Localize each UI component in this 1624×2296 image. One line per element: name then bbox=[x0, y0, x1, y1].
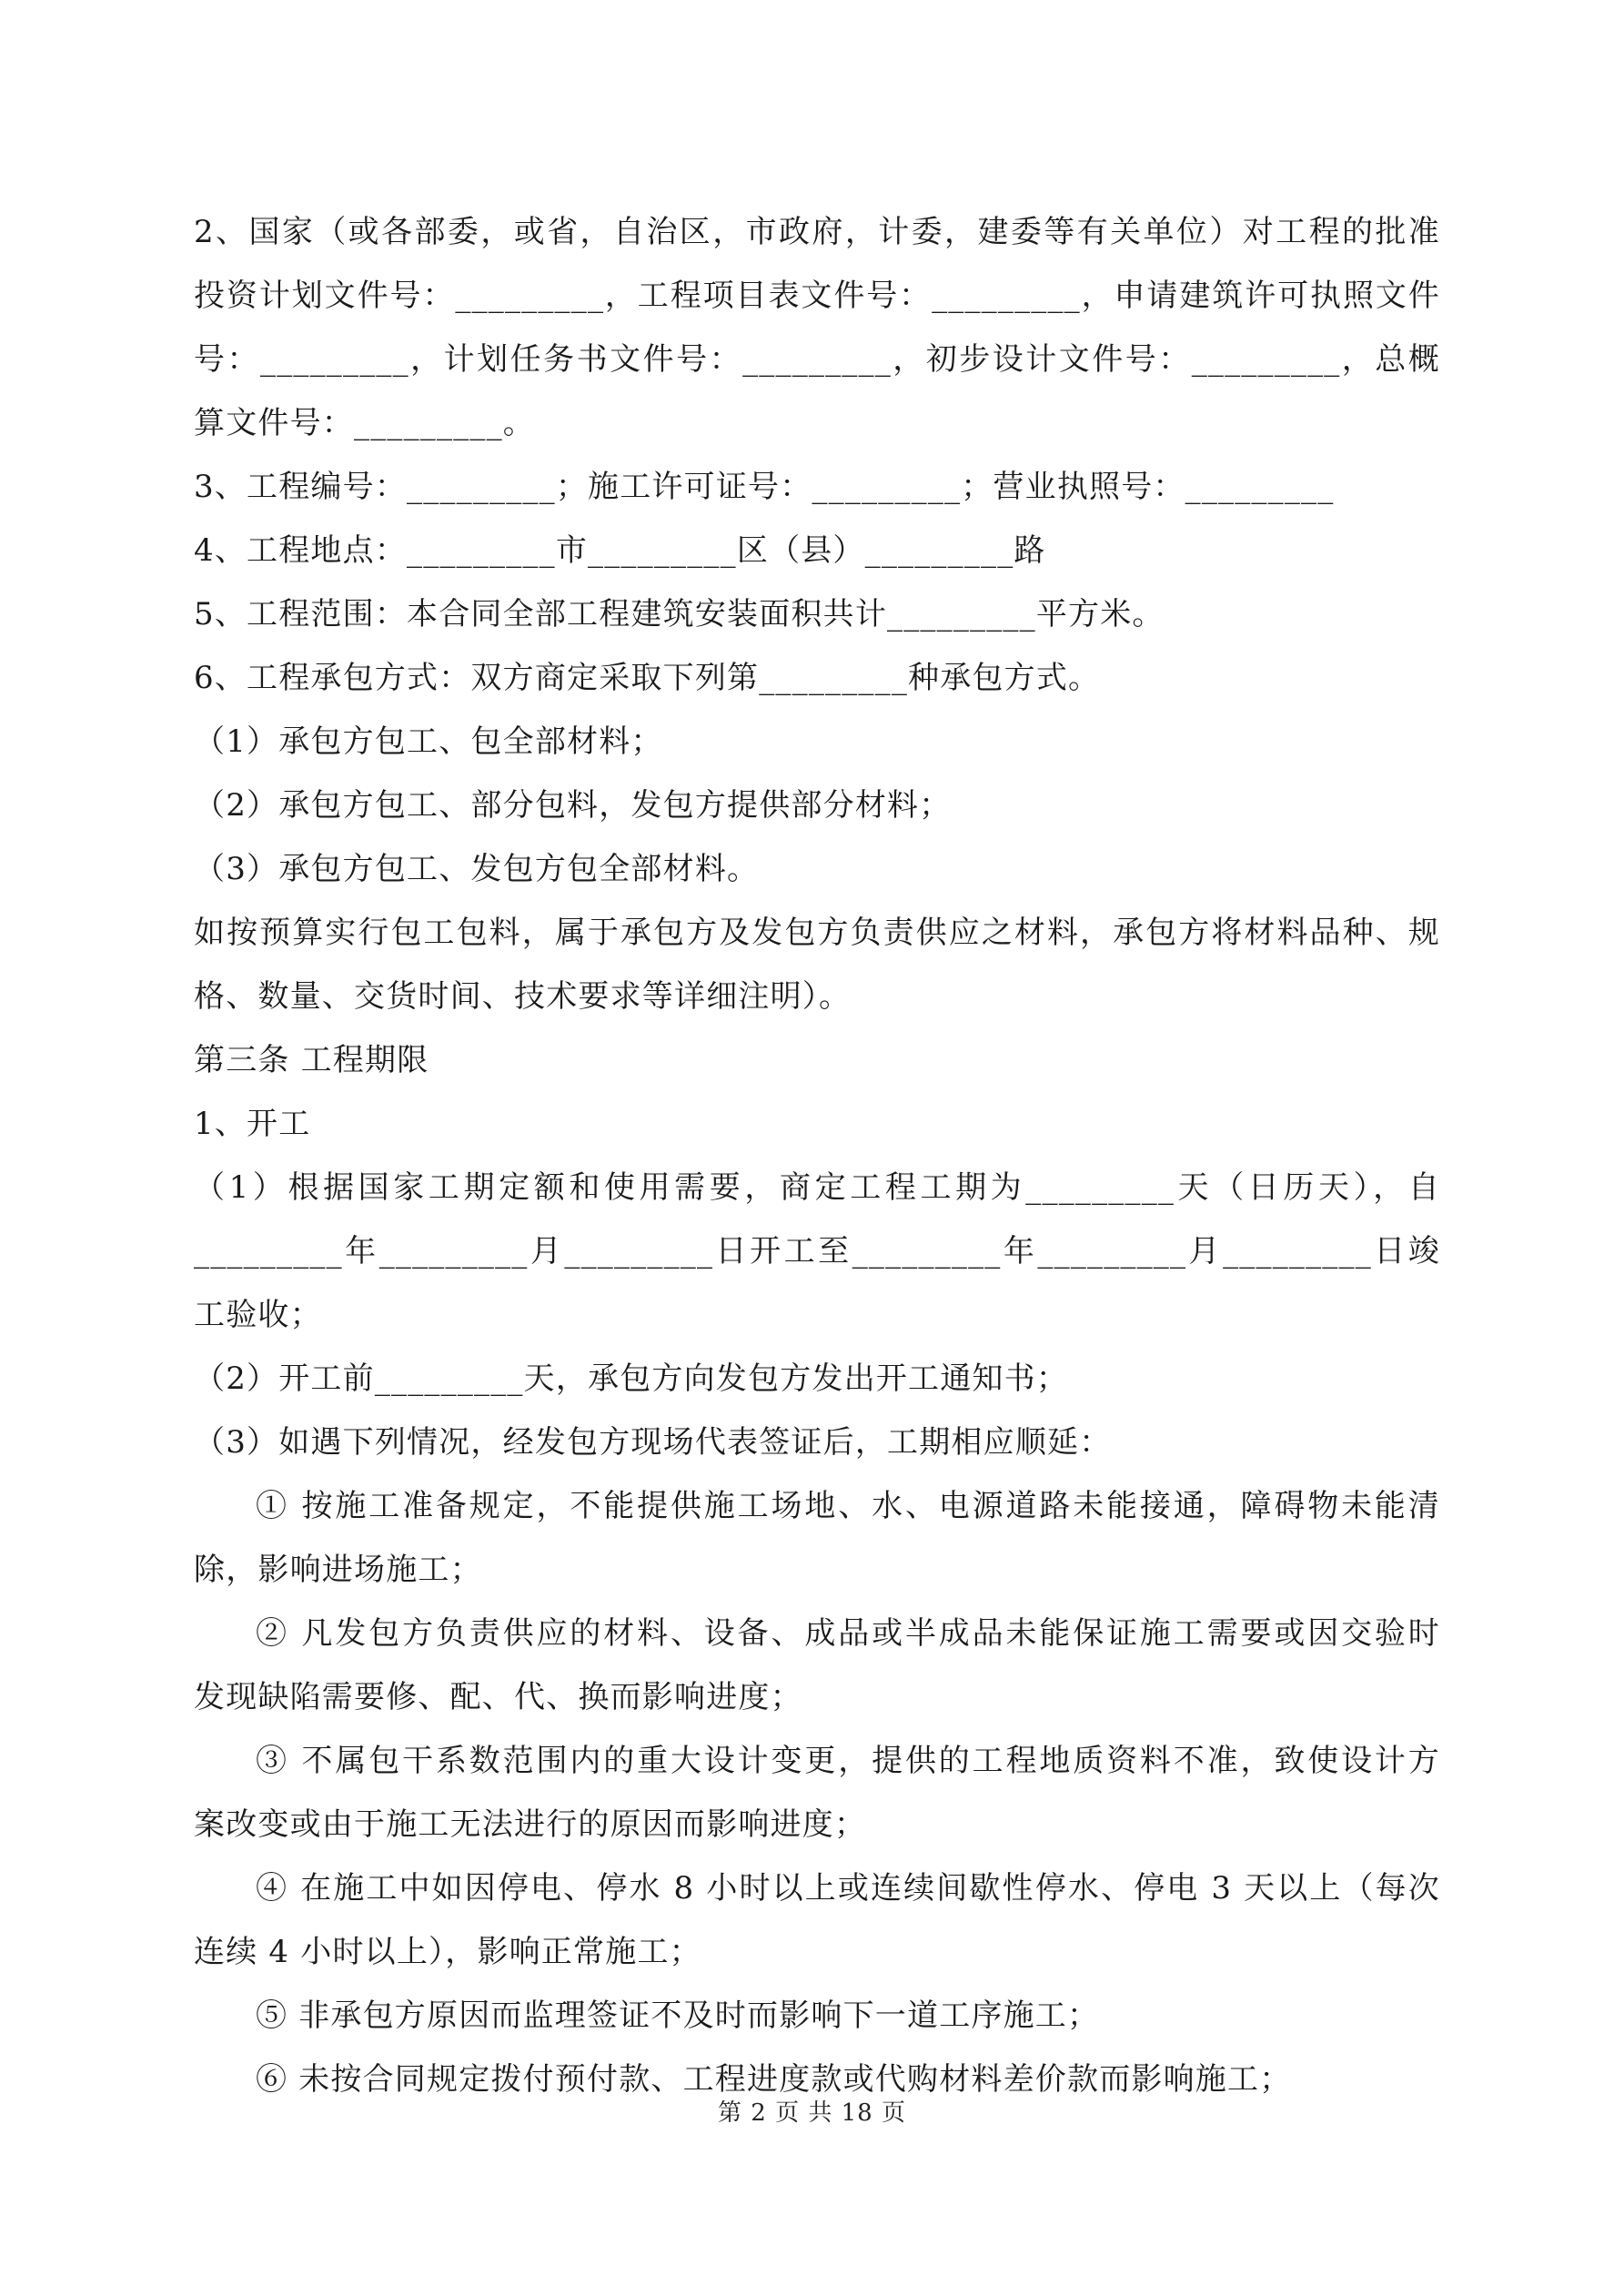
paragraph-line: 4、工程地点：_________市_________区（县）_________路 bbox=[194, 532, 1046, 569]
paragraph-line: 如按预算实行包工包料，属于承包方及发包方负责供应之材料，承包方将材料品种、规 bbox=[194, 915, 1440, 951]
paragraph-line: 2、国家（或各部委，或省，自治区，市政府，计委，建委等有关单位）对工程的批准 bbox=[194, 214, 1440, 250]
paragraph-line: _________年_________月_________日开工至_________年_________月_________日竣 bbox=[194, 1233, 1440, 1269]
paragraph-line: 5、工程范围：本合同全部工程建筑安装面积共计_________平方米。 bbox=[194, 596, 1165, 632]
subsection-heading: 1、开工 bbox=[194, 1106, 311, 1142]
paragraph-line: （1）承包方包工、包全部材料； bbox=[194, 723, 663, 760]
paragraph-line: （3）如遇下列情况，经发包方现场代表签证后，工期相应顺延： bbox=[194, 1424, 1112, 1461]
paragraph-line: 3、工程编号：_________；施工许可证号：_________；营业执照号：_________ bbox=[194, 469, 1335, 505]
document-body bbox=[194, 200, 1440, 2111]
page-footer: 第 2 页 共 18 页 bbox=[718, 2099, 906, 2127]
paragraph-line: 投资计划文件号：_________，工程项目表文件号：_________，申请建筑许可执照文件 bbox=[194, 278, 1440, 314]
paragraph-line: （2）承包方包工、部分包料，发包方提供部分材料； bbox=[194, 787, 952, 824]
list-item: ⑤ 非承包方原因而监理签证不及时而影响下一道工序施工； bbox=[256, 1998, 1100, 2034]
list-item: ④ 在施工中如因停电、停水 8 小时以上或连续间歇性停水、停电 3 天以上（每次 bbox=[256, 1870, 1440, 1907]
list-item: ③ 不属包干系数范围内的重大设计变更，提供的工程地质资料不准，致使设计方 bbox=[256, 1743, 1440, 1779]
paragraph-line: （3）承包方包工、发包方包全部材料。 bbox=[194, 851, 760, 887]
paragraph-line: 算文件号：_________。 bbox=[194, 405, 535, 441]
paragraph-line: 除，影响进场施工； bbox=[194, 1552, 482, 1588]
paragraph-line: （1）根据国家工期定额和使用需要，商定工程工期为_________天（日历天），自 bbox=[194, 1169, 1440, 1206]
paragraph-line: 格、数量、交货时间、技术要求等详细注明）。 bbox=[194, 978, 852, 1015]
paragraph-line: （2）开工前_________天，承包方向发包方发出开工通知书； bbox=[194, 1360, 1069, 1397]
paragraph-line: 案改变或由于施工无法进行的原因而影响进度； bbox=[194, 1806, 867, 1843]
section-heading: 第三条 工程期限 bbox=[194, 1042, 429, 1078]
paragraph-line: 发现缺陷需要修、配、代、换而影响进度； bbox=[194, 1679, 802, 1715]
paragraph-line: 6、工程承包方式：双方商定采取下列第_________种承包方式。 bbox=[194, 660, 1101, 696]
paragraph-line: 工验收； bbox=[194, 1297, 322, 1333]
paragraph-line: 连续 4 小时以上），影响正常施工； bbox=[194, 1934, 701, 1970]
list-item: ② 凡发包方负责供应的材料、设备、成品或半成品未能保证施工需要或因交验时 bbox=[256, 1615, 1440, 1652]
list-item: ⑥ 未按合同规定拨付预付款、工程进度款或代购材料差价款而影响施工； bbox=[256, 2061, 1292, 2098]
paragraph-line: 号：_________，计划任务书文件号：_________，初步设计文件号：_________，总概 bbox=[194, 341, 1440, 378]
list-item: ① 按施工准备规定，不能提供施工场地、水、电源道路未能接通，障碍物未能清 bbox=[256, 1488, 1440, 1524]
